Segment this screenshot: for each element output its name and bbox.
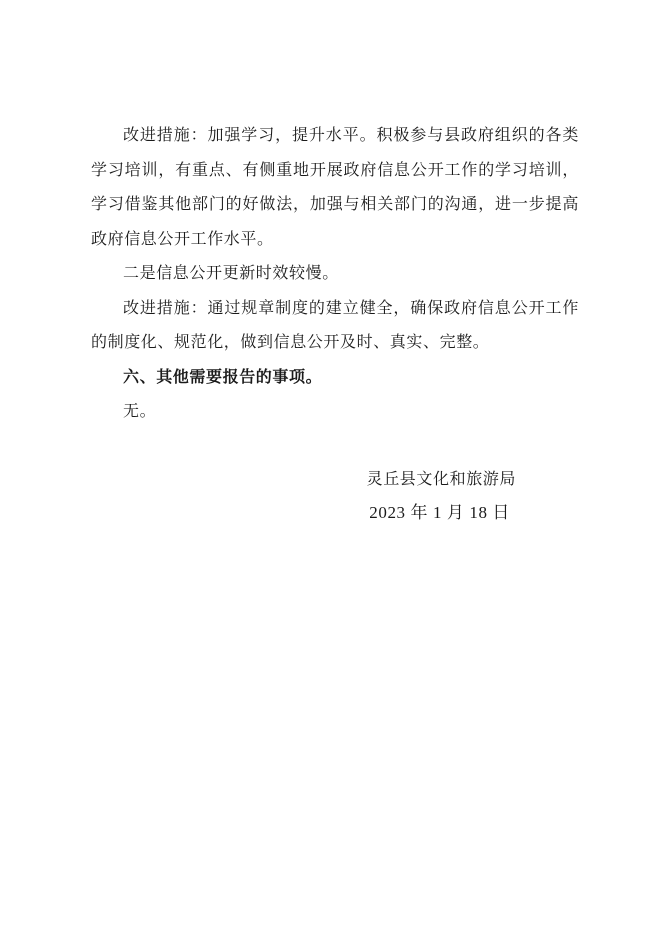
paragraph-none: 无。 xyxy=(123,401,157,420)
signature-organization: 灵丘县文化和旅游局 xyxy=(366,469,516,488)
paragraph-issue-update-timeliness: 二是信息公开更新时效较慢。 xyxy=(123,263,339,282)
paragraph-improvement-measure-regulations: 改进措施：通过规章制度的建立健全，确保政府信息公开工作的制度化、规范化，做到信息公开及时、真实、完整。 xyxy=(91,297,579,351)
signature-block xyxy=(300,462,516,530)
document-body xyxy=(91,118,579,429)
paragraph-improvement-measure-learning: 改进措施：加强学习，提升水平。积极参与县政府组织的各类学习培训，有重点、有侧重地开展政府信息公开工作的学习培训，学习借鉴其他部门的好做法，加强与相关部门的沟通，进一步提高政府信息公开工作水平。 xyxy=(91,125,579,248)
section-heading-other-matters: 六、其他需要报告的事项。 xyxy=(123,366,323,386)
signature-date: 2023 年 1 月 18 日 xyxy=(369,503,510,522)
